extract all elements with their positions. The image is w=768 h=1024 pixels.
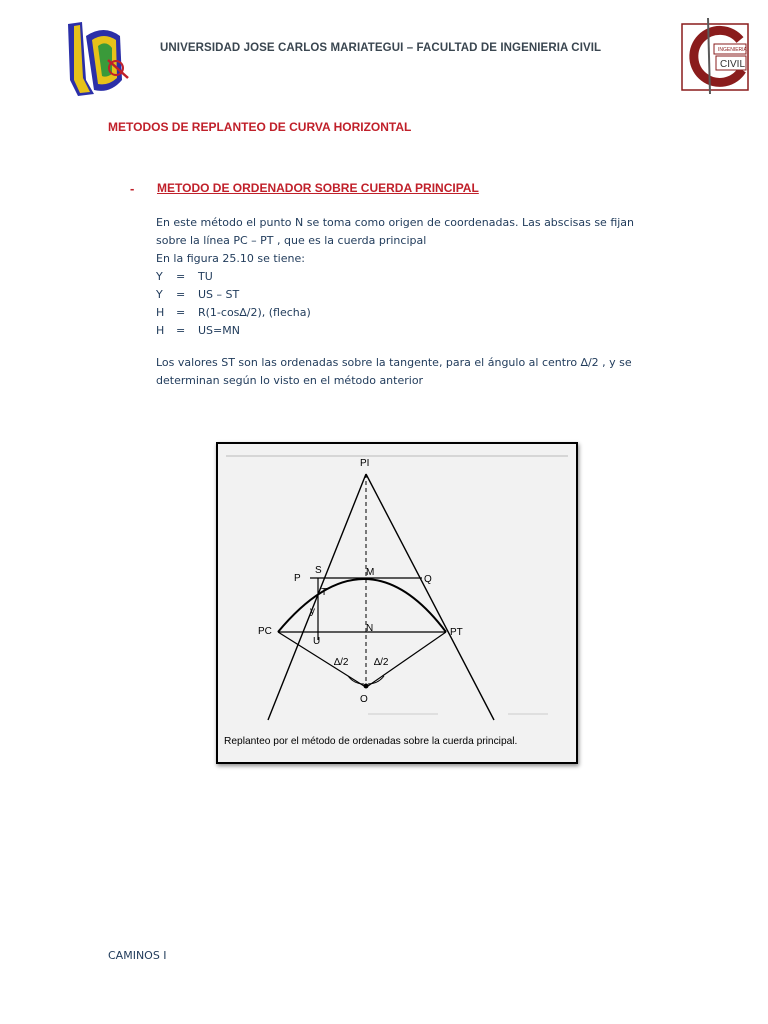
formula-equals: = <box>176 270 186 283</box>
formula-expression: US – ST <box>198 288 240 301</box>
label-pt: PT <box>450 627 463 638</box>
paragraph-intro-line: sobre la línea PC – PT , que es la cuerda principal <box>156 234 427 247</box>
section-bullet: - <box>130 181 135 196</box>
curve-arc <box>278 579 446 632</box>
formula-variable: Y <box>156 288 163 301</box>
formula-variable: H <box>156 306 165 319</box>
formula-expression: R(1-cos∆/2), (flecha) <box>198 306 311 319</box>
paragraph-explanation-line: Los valores ST son las ordenadas sobre la tangente, para el ángulo al centro ∆/2 , y se <box>156 356 632 369</box>
page-footer: CAMINOS I <box>108 949 167 962</box>
paragraph-explanation-line: determinan según lo visto en el método anterior <box>156 374 424 387</box>
faculty-logo-text: CIVIL <box>720 59 746 70</box>
radius-left <box>278 632 364 686</box>
section-title: METODO DE ORDENADOR SOBRE CUERDA PRINCIPAL <box>157 181 479 195</box>
formula-row <box>156 286 239 304</box>
label-u: U <box>313 636 321 647</box>
header-title: UNIVERSIDAD JOSE CARLOS MARIATEGUI – FACULTAD DE INGENIERIA CIVIL <box>160 42 602 54</box>
document-title: METODOS DE REPLANTEO DE CURVA HORIZONTAL <box>108 120 412 134</box>
label-s: S <box>315 565 322 576</box>
formula-variable: Y <box>156 270 163 283</box>
formula-equals: = <box>176 288 186 301</box>
tangent-right <box>366 474 494 720</box>
label-p: P <box>294 573 301 584</box>
figure-caption: Replanteo por el método de ordenadas sobre la cuerda principal. <box>224 736 518 747</box>
label-t: T <box>321 587 328 598</box>
paragraph-intro-line: En este método el punto N se toma como origen de coordenadas. Las abscisas se fijan <box>156 216 635 229</box>
formula-variable: H <box>156 324 165 337</box>
label-pc: PC <box>258 626 272 637</box>
paragraph-explanation <box>156 354 676 390</box>
label-angle-left: ∆/2 <box>334 657 349 668</box>
faculty-logo-small-text: INGENIERIA <box>718 47 747 53</box>
label-angle-right: ∆/2 <box>374 657 389 668</box>
label-pi: PI <box>360 458 370 469</box>
tangent-left <box>268 474 366 720</box>
formula-equals: = <box>176 324 186 337</box>
formula-row <box>156 322 240 340</box>
paragraph-intro <box>156 214 656 268</box>
center-point <box>364 684 369 689</box>
curve-diagram <box>216 442 578 764</box>
formula-row <box>156 268 213 286</box>
paragraph-intro-line: En la figura 25.10 se tiene: <box>156 252 305 265</box>
label-q: Q <box>424 574 432 585</box>
label-o: O <box>360 694 368 705</box>
faculty-logo <box>680 18 754 96</box>
formula-row <box>156 304 311 322</box>
label-n: N <box>366 623 374 634</box>
formula-equals: = <box>176 306 186 319</box>
formula-expression: TU <box>198 270 213 283</box>
formula-expression: US=MN <box>198 324 240 337</box>
university-logo <box>64 20 132 98</box>
label-m: M <box>366 567 375 578</box>
label-y: y <box>310 606 315 617</box>
